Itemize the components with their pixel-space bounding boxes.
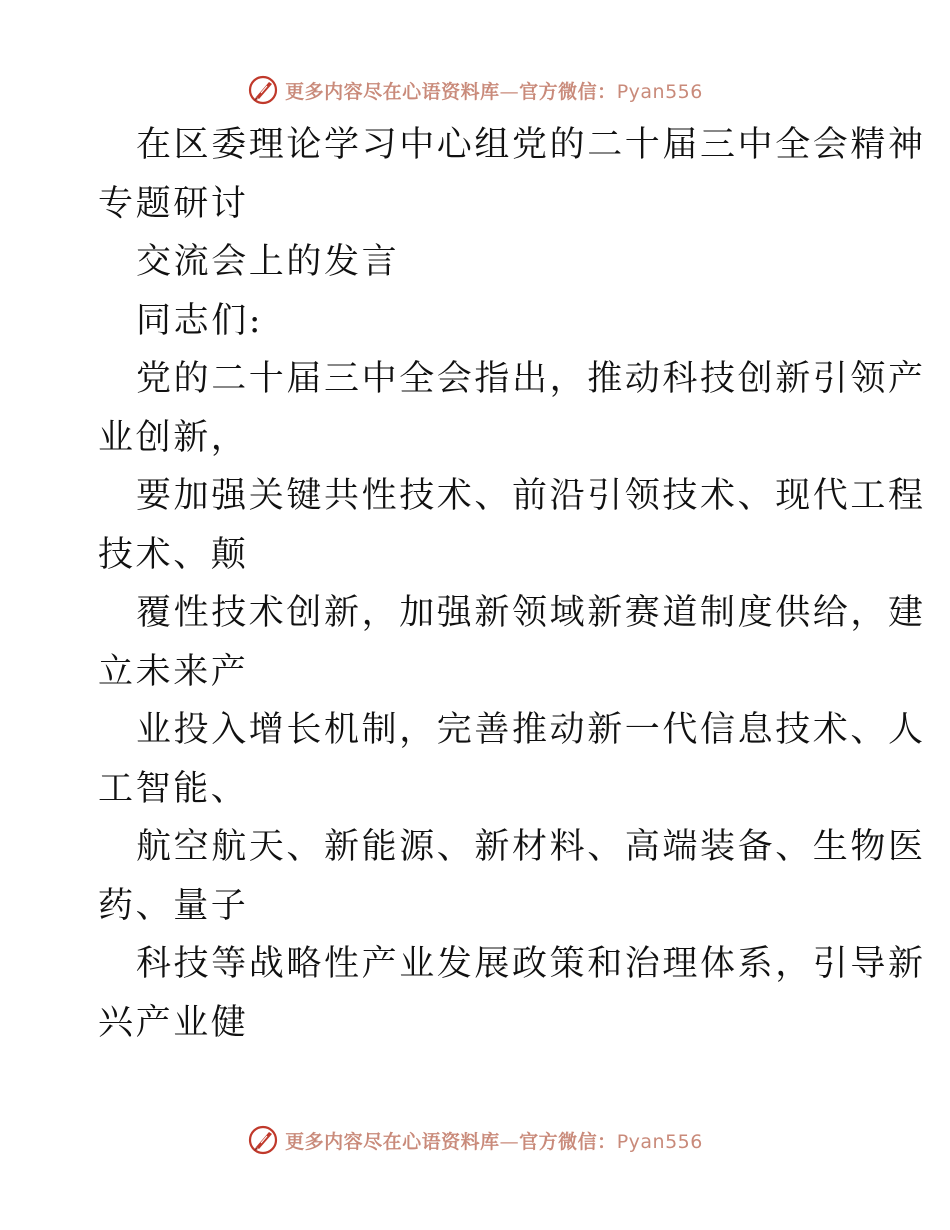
quill-pen-logo-icon [247, 1124, 279, 1156]
text-line: 在区委理论学习中心组党的二十届三中全会精神 [136, 125, 926, 165]
text-line: 交流会上的发言 [136, 242, 400, 282]
text-line: 业投入增长机制，完善推动新一代信息技术、人 [136, 710, 926, 750]
watermark-dash: — [499, 80, 520, 103]
footer-watermark [0, 1120, 950, 1160]
watermark-wechat-id: Pyan556 [616, 80, 703, 103]
text-line: 工智能、 [98, 768, 249, 809]
watermark-text [285, 1127, 703, 1154]
watermark-brand: 更多内容尽在心语资料库 [285, 80, 500, 103]
text-line: 覆性技术创新，加强新领域新赛道制度供给，建 [136, 593, 926, 633]
text-line: 技术、颠 [98, 534, 249, 575]
text-line: 航空航天、新能源、新材料、高端装备、生物医 [136, 827, 926, 867]
text-line: 专题研讨 [98, 183, 249, 224]
watermark-wechat-id: Pyan556 [616, 1130, 703, 1153]
document-body [98, 116, 926, 1052]
watermark-dash: — [499, 1130, 520, 1153]
watermark-brand: 更多内容尽在心语资料库 [285, 1130, 500, 1153]
salutation: 同志们: [136, 300, 264, 341]
text-line: 业创新， [98, 417, 249, 458]
text-line: 要加强关键共性技术、前沿引领技术、现代工程 [136, 476, 926, 516]
watermark-official-label: 官方微信： [519, 80, 617, 103]
text-line: 药、量子 [98, 885, 249, 926]
header-watermark [0, 70, 950, 110]
text-line: 科技等战略性产业发展政策和治理体系，引导新 [136, 944, 926, 984]
watermark-official-label: 官方微信： [519, 1130, 617, 1153]
text-line: 党的二十届三中全会指出，推动科技创新引领产 [136, 359, 926, 399]
quill-pen-logo-icon [247, 74, 279, 106]
watermark-text [285, 77, 703, 104]
text-line: 兴产业健 [98, 1002, 249, 1043]
text-line: 立未来产 [98, 651, 249, 692]
